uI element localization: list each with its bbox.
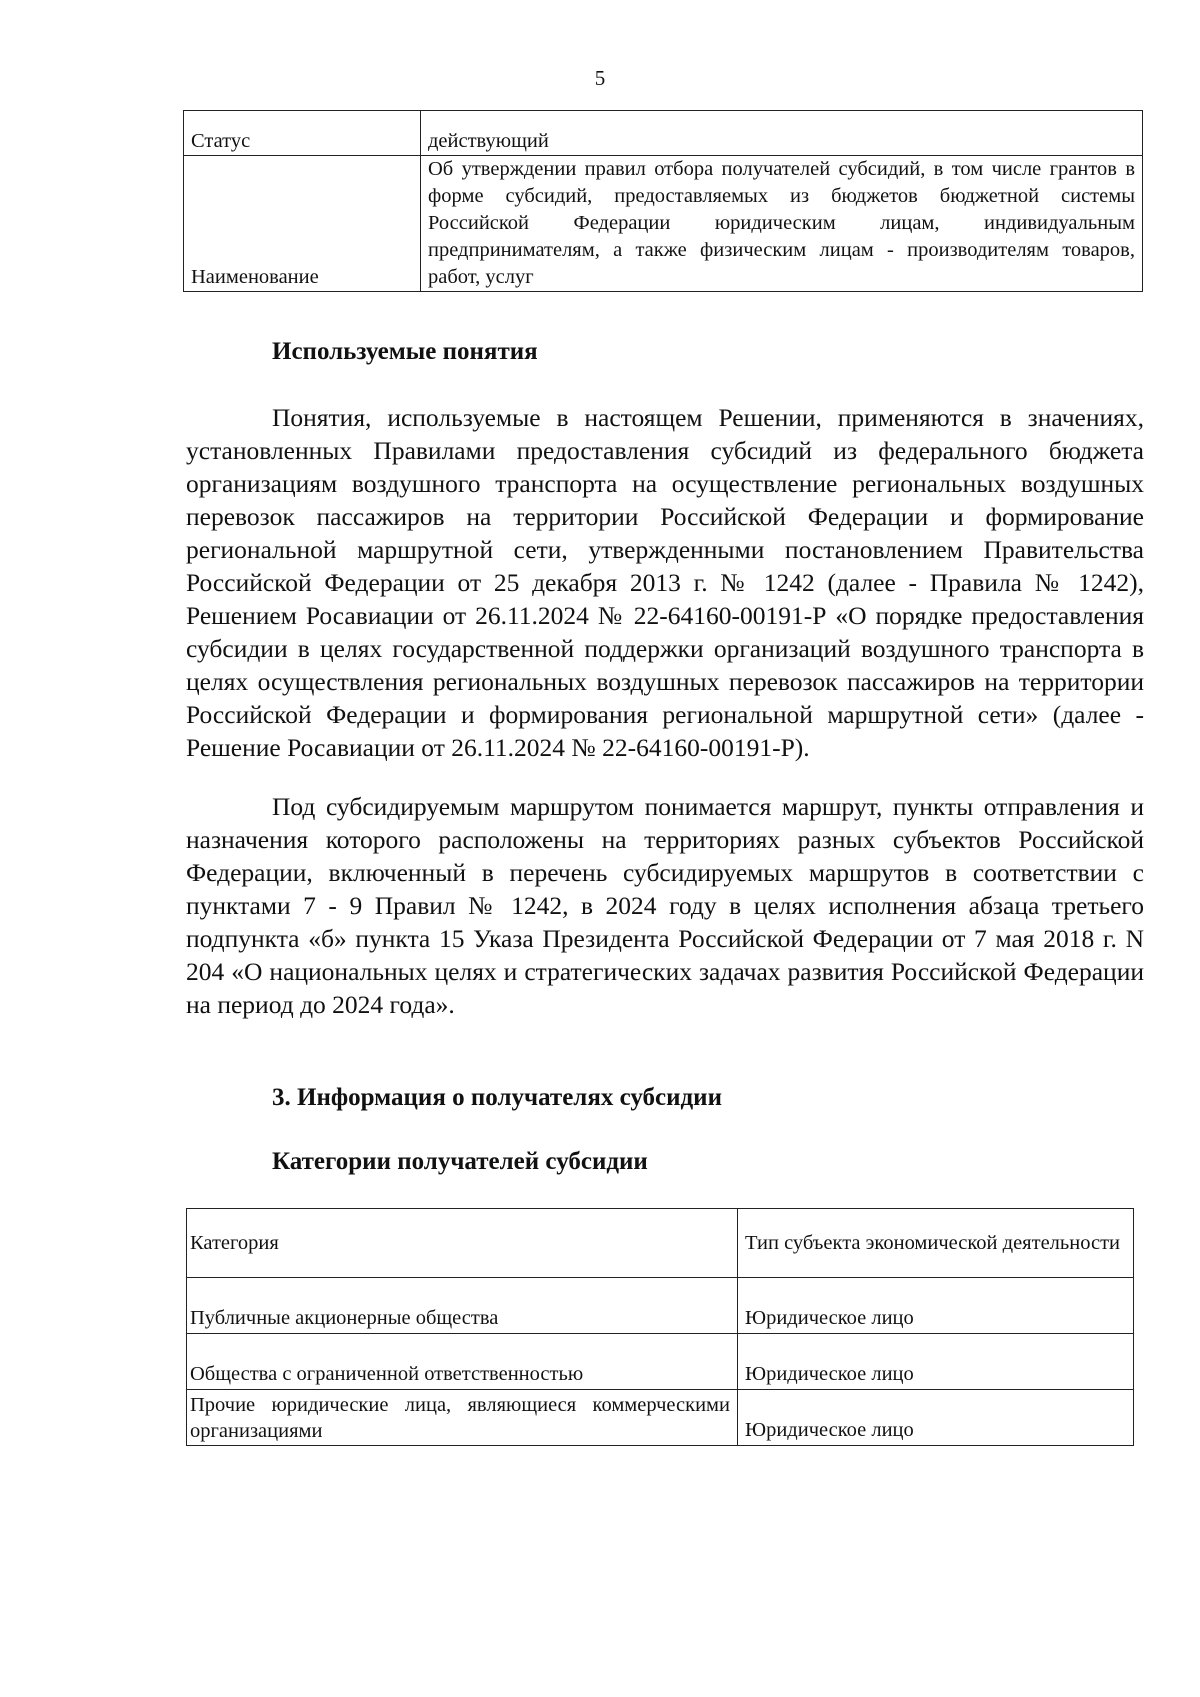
row-type: Юридическое лицо <box>738 1390 1134 1446</box>
concepts-paragraph-1: Понятия, используемые в настоящем Решении, применяются в значениях, установленных Правилами предоставления субсидий из федерального бюджета организациям воздушного транспорта на осуществление региональных воздушных перевозок пассажиров на территории Российской Федерации и формирование региональной маршрутной сети, утвержденными постановлением Правительства Российской Федерации от 25 декабря 2013 г. № 1242 (далее - Правила № 1242), Решением Росавиации от 26.11.2024 № 22-64160-00191-Р «О порядке предоставления субсидии в целях государственной поддержки организаций воздушного транспорта в целях осуществления региональных воздушных перевозок пассажиров на территории Российской Федерации и формирования региональной маршрутной сети» (далее - Решение Росавиации от 26.11.2024 № 22-64160-00191-Р). <box>186 403 1144 762</box>
header-category: Категория <box>187 1209 738 1278</box>
info-key-name: Наименование <box>184 156 421 292</box>
table-row <box>187 1278 1134 1334</box>
concepts-heading: Используемые понятия <box>272 338 538 365</box>
info-value-name: Об утверждении правил отбора получателей субсидий, в том числе грантов в форме субсидий, предоставляемых из бюджетов бюджетной системы Российской Федерации юридическим лицам, индивидуальным предпринимателям, а также физическим лицам - производителям товаров, работ, услуг <box>421 156 1143 292</box>
page-number: 5 <box>594 66 606 90</box>
row-category: Прочие юридические лица, являющиеся коммерческими организациями <box>187 1390 738 1446</box>
table-row <box>187 1390 1134 1446</box>
categories-table <box>186 1208 1134 1446</box>
row-type: Юридическое лицо <box>738 1334 1134 1390</box>
concepts-paragraph-2: Под субсидируемым маршрутом понимается маршрут, пункты отправления и назначения которого расположены на территориях разных субъектов Российской Федерации, включенный в перечень субсидируемых маршрутов в соответствии с пунктами 7 - 9 Правил № 1242, в 2024 году в целях исполнения абзаца третьего подпункта «б» пункта 15 Указа Президента Российской Федерации от 7 мая 2018 г. N 204 «О национальных целях и стратегических задачах развития Российской Федерации на период до 2024 года». <box>186 792 1144 1019</box>
categories-heading: Категории получателей субсидии <box>272 1148 648 1175</box>
categories-table-header <box>187 1209 1134 1278</box>
info-row-status <box>184 111 1143 156</box>
info-value-status: действующий <box>421 111 1143 156</box>
row-category: Публичные акционерные общества <box>187 1278 738 1334</box>
section3-heading: 3. Информация о получателях субсидии <box>272 1084 722 1111</box>
row-type: Юридическое лицо <box>738 1278 1134 1334</box>
table-row <box>187 1334 1134 1390</box>
row-category: Общества с ограниченной ответственностью <box>187 1334 738 1390</box>
info-table <box>183 110 1143 292</box>
header-type: Тип субъекта экономической деятельности <box>738 1209 1134 1278</box>
info-row-name <box>184 156 1143 292</box>
info-key-status: Статус <box>184 111 421 156</box>
